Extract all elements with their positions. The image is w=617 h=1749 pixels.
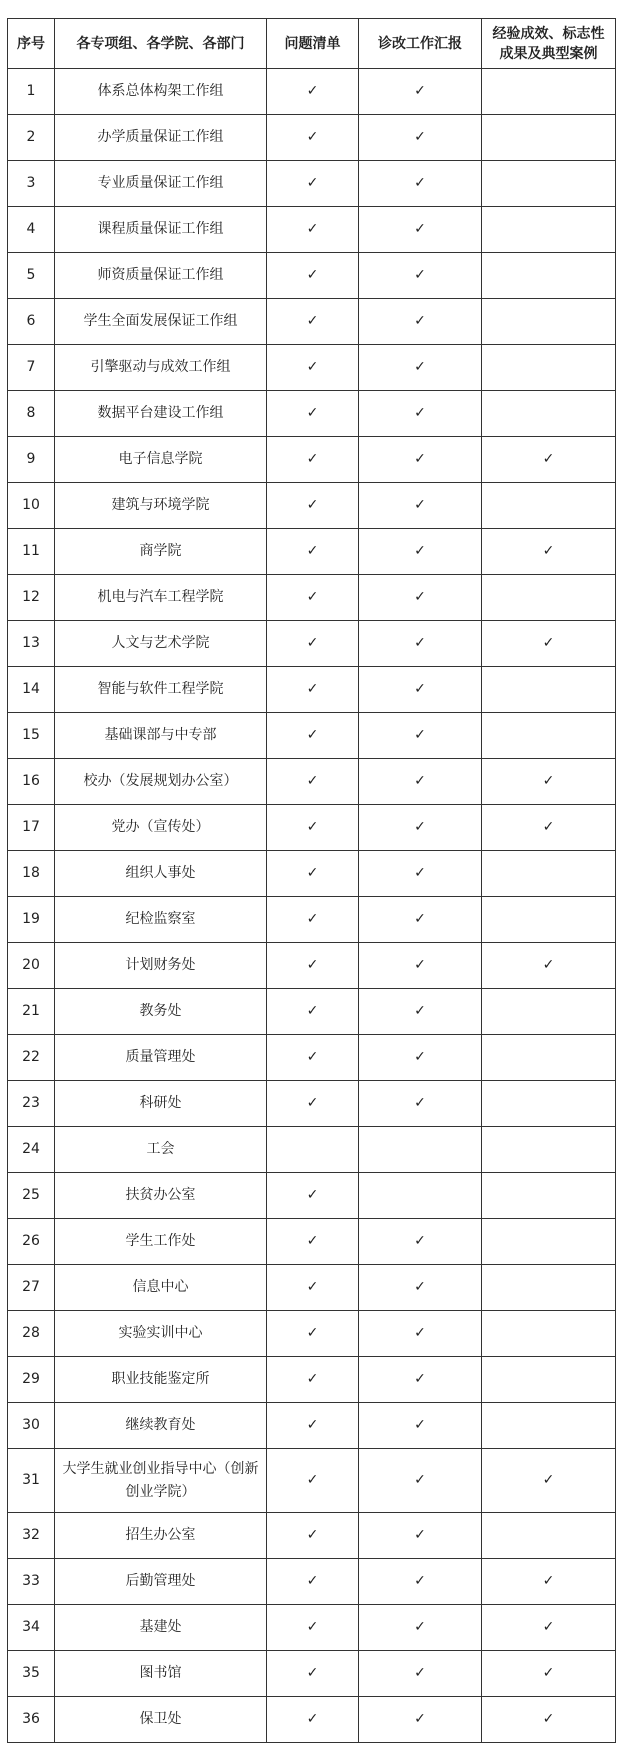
row-issue-list-mark: ✓ — [267, 299, 359, 345]
row-achievement-mark — [482, 1081, 616, 1127]
row-issue-list-mark: ✓ — [267, 621, 359, 667]
row-issue-list-mark: ✓ — [267, 483, 359, 529]
row-index: 19 — [8, 897, 55, 943]
table-row — [8, 299, 616, 345]
table-row — [8, 897, 616, 943]
row-report-mark: ✓ — [359, 1081, 482, 1127]
row-unit-name: 机电与汽车工程学院 — [55, 575, 267, 621]
table-row — [8, 253, 616, 299]
header-issue-list: 问题清单 — [267, 19, 359, 69]
table-row — [8, 1605, 616, 1651]
row-index: 35 — [8, 1651, 55, 1697]
row-index: 8 — [8, 391, 55, 437]
row-report-mark: ✓ — [359, 713, 482, 759]
table-row — [8, 759, 616, 805]
row-index: 2 — [8, 115, 55, 161]
row-unit-name: 科研处 — [55, 1081, 267, 1127]
table-row — [8, 1081, 616, 1127]
row-report-mark: ✓ — [359, 667, 482, 713]
row-report-mark: ✓ — [359, 161, 482, 207]
row-report-mark: ✓ — [359, 759, 482, 805]
table-row — [8, 1559, 616, 1605]
row-report-mark: ✓ — [359, 1311, 482, 1357]
row-index: 24 — [8, 1127, 55, 1173]
table-row — [8, 621, 616, 667]
row-index: 32 — [8, 1513, 55, 1559]
table-row — [8, 1357, 616, 1403]
row-report-mark — [359, 1127, 482, 1173]
row-achievement-mark — [482, 575, 616, 621]
table-row — [8, 345, 616, 391]
row-unit-name: 建筑与环境学院 — [55, 483, 267, 529]
table-row — [8, 1311, 616, 1357]
row-report-mark: ✓ — [359, 345, 482, 391]
row-index: 18 — [8, 851, 55, 897]
row-report-mark: ✓ — [359, 1559, 482, 1605]
row-unit-name: 学生全面发展保证工作组 — [55, 299, 267, 345]
row-index: 29 — [8, 1357, 55, 1403]
row-index: 5 — [8, 253, 55, 299]
row-index: 31 — [8, 1449, 55, 1513]
row-report-mark: ✓ — [359, 1449, 482, 1513]
row-index: 30 — [8, 1403, 55, 1449]
row-report-mark: ✓ — [359, 1605, 482, 1651]
table-row — [8, 1697, 616, 1743]
table-row — [8, 943, 616, 989]
row-index: 7 — [8, 345, 55, 391]
row-unit-name: 学生工作处 — [55, 1219, 267, 1265]
row-unit-name: 职业技能鉴定所 — [55, 1357, 267, 1403]
row-unit-name: 继续教育处 — [55, 1403, 267, 1449]
row-index: 17 — [8, 805, 55, 851]
row-issue-list-mark: ✓ — [267, 989, 359, 1035]
row-issue-list-mark: ✓ — [267, 391, 359, 437]
row-achievement-mark — [482, 1127, 616, 1173]
row-achievement-mark: ✓ — [482, 1559, 616, 1605]
row-unit-name: 信息中心 — [55, 1265, 267, 1311]
row-index: 9 — [8, 437, 55, 483]
row-achievement-mark — [482, 1035, 616, 1081]
row-issue-list-mark: ✓ — [267, 1697, 359, 1743]
row-issue-list-mark: ✓ — [267, 69, 359, 115]
row-unit-name: 计划财务处 — [55, 943, 267, 989]
row-unit-name: 实验实训中心 — [55, 1311, 267, 1357]
row-unit-name: 保卫处 — [55, 1697, 267, 1743]
row-issue-list-mark: ✓ — [267, 713, 359, 759]
row-unit-name: 师资质量保证工作组 — [55, 253, 267, 299]
row-achievement-mark: ✓ — [482, 529, 616, 575]
row-issue-list-mark: ✓ — [267, 897, 359, 943]
row-achievement-mark — [482, 115, 616, 161]
table-row — [8, 161, 616, 207]
row-issue-list-mark: ✓ — [267, 253, 359, 299]
row-index: 34 — [8, 1605, 55, 1651]
row-index: 22 — [8, 1035, 55, 1081]
table-row — [8, 115, 616, 161]
row-achievement-mark — [482, 713, 616, 759]
table-row — [8, 1127, 616, 1173]
row-index: 1 — [8, 69, 55, 115]
row-unit-name: 基建处 — [55, 1605, 267, 1651]
table-row — [8, 1449, 616, 1513]
row-achievement-mark: ✓ — [482, 759, 616, 805]
row-report-mark: ✓ — [359, 943, 482, 989]
row-issue-list-mark: ✓ — [267, 345, 359, 391]
row-unit-name: 智能与软件工程学院 — [55, 667, 267, 713]
header-unit: 各专项组、各学院、各部门 — [55, 19, 267, 69]
row-report-mark: ✓ — [359, 1513, 482, 1559]
header-index: 序号 — [8, 19, 55, 69]
row-issue-list-mark: ✓ — [267, 161, 359, 207]
row-unit-name: 人文与艺术学院 — [55, 621, 267, 667]
row-issue-list-mark: ✓ — [267, 1357, 359, 1403]
header-rectification-report: 诊改工作汇报 — [359, 19, 482, 69]
row-index: 33 — [8, 1559, 55, 1605]
row-issue-list-mark: ✓ — [267, 1173, 359, 1219]
row-achievement-mark — [482, 1173, 616, 1219]
row-report-mark: ✓ — [359, 69, 482, 115]
row-index: 25 — [8, 1173, 55, 1219]
row-unit-name: 电子信息学院 — [55, 437, 267, 483]
row-issue-list-mark: ✓ — [267, 575, 359, 621]
row-report-mark: ✓ — [359, 1651, 482, 1697]
row-unit-name: 基础课部与中专部 — [55, 713, 267, 759]
table-row — [8, 805, 616, 851]
row-index: 13 — [8, 621, 55, 667]
row-report-mark: ✓ — [359, 851, 482, 897]
row-achievement-mark — [482, 897, 616, 943]
row-issue-list-mark: ✓ — [267, 851, 359, 897]
table-row — [8, 1265, 616, 1311]
row-issue-list-mark: ✓ — [267, 437, 359, 483]
row-issue-list-mark: ✓ — [267, 207, 359, 253]
row-achievement-mark — [482, 989, 616, 1035]
table-row — [8, 989, 616, 1035]
row-index: 10 — [8, 483, 55, 529]
row-unit-name: 校办（发展规划办公室） — [55, 759, 267, 805]
row-achievement-mark: ✓ — [482, 621, 616, 667]
row-unit-name: 工会 — [55, 1127, 267, 1173]
row-achievement-mark — [482, 483, 616, 529]
table-row — [8, 69, 616, 115]
table-row — [8, 575, 616, 621]
table-row — [8, 851, 616, 897]
row-achievement-mark: ✓ — [482, 437, 616, 483]
row-index: 14 — [8, 667, 55, 713]
row-issue-list-mark: ✓ — [267, 1081, 359, 1127]
row-achievement-mark — [482, 667, 616, 713]
row-achievement-mark — [482, 851, 616, 897]
row-index: 27 — [8, 1265, 55, 1311]
row-issue-list-mark: ✓ — [267, 1513, 359, 1559]
table-row — [8, 1219, 616, 1265]
row-issue-list-mark: ✓ — [267, 1265, 359, 1311]
row-report-mark: ✓ — [359, 1035, 482, 1081]
row-achievement-mark: ✓ — [482, 1651, 616, 1697]
row-report-mark: ✓ — [359, 1403, 482, 1449]
row-report-mark: ✓ — [359, 1697, 482, 1743]
row-report-mark: ✓ — [359, 529, 482, 575]
summary-table — [7, 18, 616, 1743]
row-issue-list-mark: ✓ — [267, 1219, 359, 1265]
row-achievement-mark — [482, 1403, 616, 1449]
row-issue-list-mark: ✓ — [267, 1449, 359, 1513]
row-index: 16 — [8, 759, 55, 805]
table-row — [8, 1513, 616, 1559]
row-unit-name: 数据平台建设工作组 — [55, 391, 267, 437]
row-report-mark: ✓ — [359, 253, 482, 299]
row-index: 4 — [8, 207, 55, 253]
table-row — [8, 391, 616, 437]
table-row — [8, 1173, 616, 1219]
row-achievement-mark — [482, 1265, 616, 1311]
row-achievement-mark — [482, 1219, 616, 1265]
row-issue-list-mark: ✓ — [267, 529, 359, 575]
row-issue-list-mark: ✓ — [267, 1605, 359, 1651]
row-index: 12 — [8, 575, 55, 621]
header-row — [8, 19, 616, 69]
row-report-mark: ✓ — [359, 805, 482, 851]
row-unit-name: 质量管理处 — [55, 1035, 267, 1081]
row-report-mark: ✓ — [359, 115, 482, 161]
row-report-mark: ✓ — [359, 575, 482, 621]
table-row — [8, 207, 616, 253]
row-report-mark: ✓ — [359, 1357, 482, 1403]
row-unit-name: 教务处 — [55, 989, 267, 1035]
row-index: 3 — [8, 161, 55, 207]
row-issue-list-mark: ✓ — [267, 805, 359, 851]
table-row — [8, 667, 616, 713]
row-report-mark: ✓ — [359, 1265, 482, 1311]
row-achievement-mark — [482, 253, 616, 299]
row-report-mark: ✓ — [359, 437, 482, 483]
row-achievement-mark — [482, 69, 616, 115]
row-unit-name: 组织人事处 — [55, 851, 267, 897]
row-unit-name: 纪检监察室 — [55, 897, 267, 943]
table-row — [8, 529, 616, 575]
row-unit-name: 引擎驱动与成效工作组 — [55, 345, 267, 391]
row-report-mark: ✓ — [359, 621, 482, 667]
row-issue-list-mark: ✓ — [267, 1035, 359, 1081]
table-row — [8, 1403, 616, 1449]
row-achievement-mark: ✓ — [482, 1697, 616, 1743]
row-index: 23 — [8, 1081, 55, 1127]
row-index: 21 — [8, 989, 55, 1035]
row-achievement-mark — [482, 161, 616, 207]
row-achievement-mark: ✓ — [482, 943, 616, 989]
row-unit-name: 专业质量保证工作组 — [55, 161, 267, 207]
row-issue-list-mark — [267, 1127, 359, 1173]
row-achievement-mark — [482, 1311, 616, 1357]
row-unit-name: 办学质量保证工作组 — [55, 115, 267, 161]
table-row — [8, 1651, 616, 1697]
row-report-mark — [359, 1173, 482, 1219]
row-index: 28 — [8, 1311, 55, 1357]
header-achievements: 经验成效、标志性成果及典型案例 — [482, 19, 616, 69]
row-report-mark: ✓ — [359, 897, 482, 943]
row-achievement-mark: ✓ — [482, 805, 616, 851]
table-row — [8, 437, 616, 483]
row-unit-name: 商学院 — [55, 529, 267, 575]
row-report-mark: ✓ — [359, 1219, 482, 1265]
table-body — [8, 69, 616, 1743]
row-unit-name: 扶贫办公室 — [55, 1173, 267, 1219]
row-issue-list-mark: ✓ — [267, 1651, 359, 1697]
row-issue-list-mark: ✓ — [267, 759, 359, 805]
row-unit-name: 招生办公室 — [55, 1513, 267, 1559]
row-issue-list-mark: ✓ — [267, 115, 359, 161]
row-index: 20 — [8, 943, 55, 989]
row-unit-name: 体系总体构架工作组 — [55, 69, 267, 115]
row-issue-list-mark: ✓ — [267, 1403, 359, 1449]
row-issue-list-mark: ✓ — [267, 667, 359, 713]
row-index: 26 — [8, 1219, 55, 1265]
row-achievement-mark — [482, 1357, 616, 1403]
row-achievement-mark: ✓ — [482, 1449, 616, 1513]
row-achievement-mark — [482, 299, 616, 345]
table-row — [8, 483, 616, 529]
table-row — [8, 713, 616, 759]
row-report-mark: ✓ — [359, 483, 482, 529]
row-report-mark: ✓ — [359, 299, 482, 345]
row-achievement-mark — [482, 207, 616, 253]
row-unit-name: 大学生就业创业指导中心（创新创业学院） — [55, 1449, 267, 1513]
row-index: 15 — [8, 713, 55, 759]
row-report-mark: ✓ — [359, 391, 482, 437]
row-unit-name: 课程质量保证工作组 — [55, 207, 267, 253]
row-index: 11 — [8, 529, 55, 575]
row-issue-list-mark: ✓ — [267, 1559, 359, 1605]
row-index: 36 — [8, 1697, 55, 1743]
row-report-mark: ✓ — [359, 989, 482, 1035]
row-achievement-mark — [482, 391, 616, 437]
table-row — [8, 1035, 616, 1081]
row-unit-name: 图书馆 — [55, 1651, 267, 1697]
row-achievement-mark: ✓ — [482, 1605, 616, 1651]
row-report-mark: ✓ — [359, 207, 482, 253]
row-achievement-mark — [482, 1513, 616, 1559]
row-issue-list-mark: ✓ — [267, 943, 359, 989]
row-issue-list-mark: ✓ — [267, 1311, 359, 1357]
row-index: 6 — [8, 299, 55, 345]
row-unit-name: 后勤管理处 — [55, 1559, 267, 1605]
row-achievement-mark — [482, 345, 616, 391]
row-unit-name: 党办（宣传处） — [55, 805, 267, 851]
